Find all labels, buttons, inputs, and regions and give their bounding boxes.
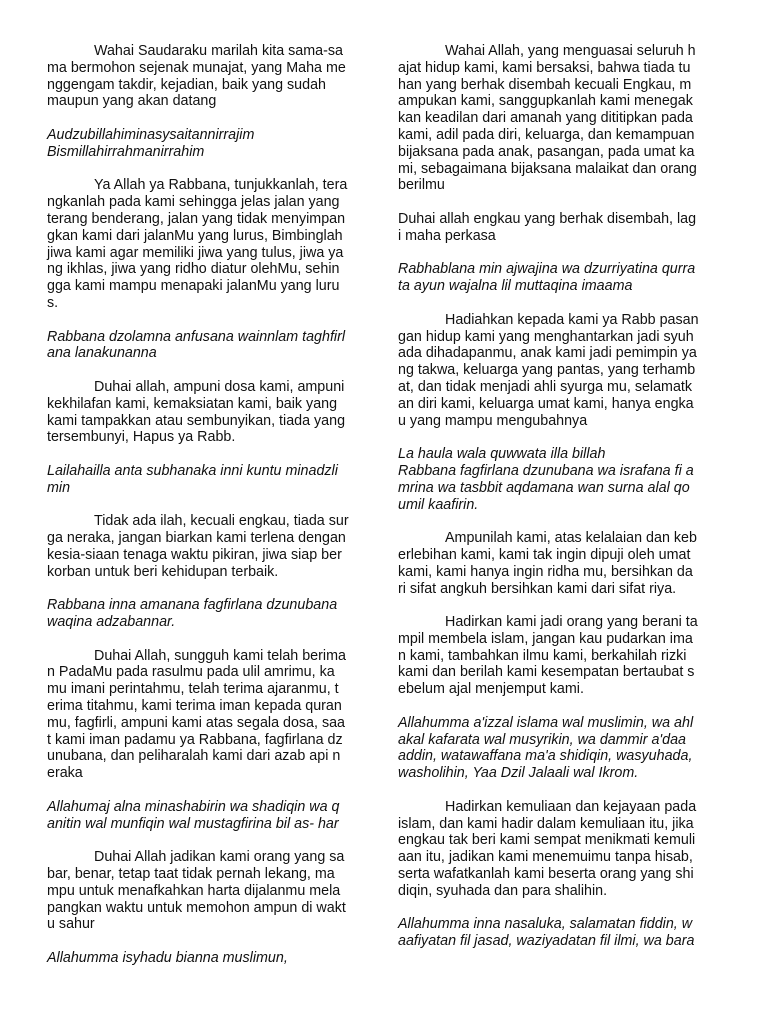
prayer-verse: Allahumma a'izzal islama wal muslimin, wa ahl akal kafarata wal musyrikin, wa dammir a'daa addin, watawaffana ma'a shidiqin, wasyuhada, washolihin, Yaa Dzil Jalaali wal Ikrom. <box>398 714 694 782</box>
prayer-verse: Allahumaj alna minashabirin wa shadiqin wa q anitin wal munfiqin wal mustagfirina bil as- har <box>47 798 340 832</box>
paragraph: Hadiahkan kepada kami ya Rabb pasan gan hidup kami yang menghantarkan jadi syuh ada dihadapanmu, anak kami jadi pemimpin ya ng takwa, keluarga yang pantas, yang terhamb at, dan tidak menjadi ahli syurga mu, selamatk an diri kami, keluarga umat kami, hanya engka u yang mampu mengubahnya <box>398 311 699 429</box>
paragraph: Ya Allah ya Rabbana, tunjukkanlah, tera ngkanlah pada kami sehingga jelas jalan yang terang benderang, jalan yang tidak menyimpan gkan kami dari jalanMu yang lurus, Bimbinglah jiwa kami agar memiliki jiwa yang tulus, jiwa ya ng ikhlas, jiwa yang ridho diatur olehMu, sehin gga kami mampu menapaki jalanMu yang luru s. <box>47 177 348 311</box>
paragraph: Wahai Saudaraku marilah kita sama-sa ma bermohon sejenak munajat, yang Maha me nggengam takdir, kejadian, baik yang sudah maupun yang akan datang <box>47 43 346 110</box>
right-column <box>398 43 728 967</box>
prayer-verse: Audzubillahiminasysaitannirrajim Bismillahirrahmanirrahim <box>47 126 255 160</box>
prayer-verse: La haula wala quwwata illa billah Rabbana fagfirlana dzunubana wa israfana fi a mrina wa tasbbit aqdamana wan surna alal qo umil kaafirin. <box>398 446 694 513</box>
paragraph: Hadirkan kami jadi orang yang berani ta mpil membela islam, jangan kau pudarkan ima n kami, tambahkan ilmu kami, berkahilah rizki kami dan berilah kami kesempatan bertaubat s ebelum ajal menjemput kami. <box>398 614 698 698</box>
left-column <box>47 43 369 984</box>
paragraph: Duhai Allah, sungguh kami telah berima n PadaMu pada rasulmu pada ulil amrimu, ka mu imani perintahmu, telah terima ajaranmu, t erima titahmu, kami terima iman kepada quran mu, fagfirli, ampuni kami atas segala dosa, saa t kami iman padamu ya Rabbana, fagfirlana dz unubana, dan peliharalah kami dari azab api n eraka <box>47 647 346 782</box>
paragraph: Wahai Allah, yang menguasai seluruh h ajat hidup kami, kami bersaksi, bahwa tiada tu han yang berhak disembah kecuali Engkau, m ampukan kami, sanggupkanlah kami menegak kan keadilan dari amanah yang dititipkan pada kami, adil pada diri, keluarga, dan kemampuan bijaksana pada anak, pasangan, pada umat ka mi, sebagaimana bijaksana malaikat dan orang berilmu <box>398 43 697 194</box>
prayer-verse: Allahumma isyhadu bianna muslimun, <box>47 950 288 967</box>
prayer-verse: Rabhablana min ajwajina wa dzurriyatina qurra ta ayun wajalna lil muttaqina imaama <box>398 261 696 295</box>
paragraph: Duhai Allah jadikan kami orang yang sa bar, benar, tetap taat tidak pernah lekang, ma mpu untuk menafkahkan harta dijalanmu mela pangkan waktu untuk memohon ampun di wakt u sahur <box>47 849 346 933</box>
prayer-verse: Allahumma inna nasaluka, salamatan fiddin, w aafiyatan fil jasad, waziyadatan fil ilmi, wa bara <box>398 916 695 950</box>
prayer-verse: Lailahailla anta subhanaka inni kuntu minadzli min <box>47 462 338 496</box>
paragraph: Tidak ada ilah, kecuali engkau, tiada sur ga neraka, jangan biarkan kami terlena dengan kesia-siaan tenaga waktu pikiran, jiwa siap ber korban untuk beri kehidupan terbaik. <box>47 513 349 580</box>
paragraph: Ampunilah kami, atas kelalaian dan keb erlebihan kami, kami tak ingin dipuji oleh umat kami, kami hanya ingin ridha mu, bersihkan da ri sifat angkuh bersihkan kami dari sifat riya. <box>398 530 697 597</box>
paragraph: Hadirkan kemuliaan dan kejayaan pada islam, dan kami hadir dalam kemuliaan itu, jika engkau tak beri kami sempat menikmati kemuli aan itu, jadikan kami menemuimu tanpa hisab, serta wafatkanlah kami beserta orang yang shi diqin, syuhada dan para shalihin. <box>398 798 697 899</box>
paragraph: Duhai allah engkau yang berhak disembah, lag i maha perkasa <box>398 210 697 244</box>
paragraph: Duhai allah, ampuni dosa kami, ampuni kekhilafan kami, kemaksiatan kami, baik yang kami tampakkan atau sembunyikan, tiada yang tersembunyi, Hapus ya Rabb. <box>47 378 346 446</box>
prayer-verse: Rabbana dzolamna anfusana wainnlam taghfirl ana lanakunanna <box>47 328 346 362</box>
prayer-verse: Rabbana inna amanana fagfirlana dzunubana waqina adzabannar. <box>47 597 338 631</box>
